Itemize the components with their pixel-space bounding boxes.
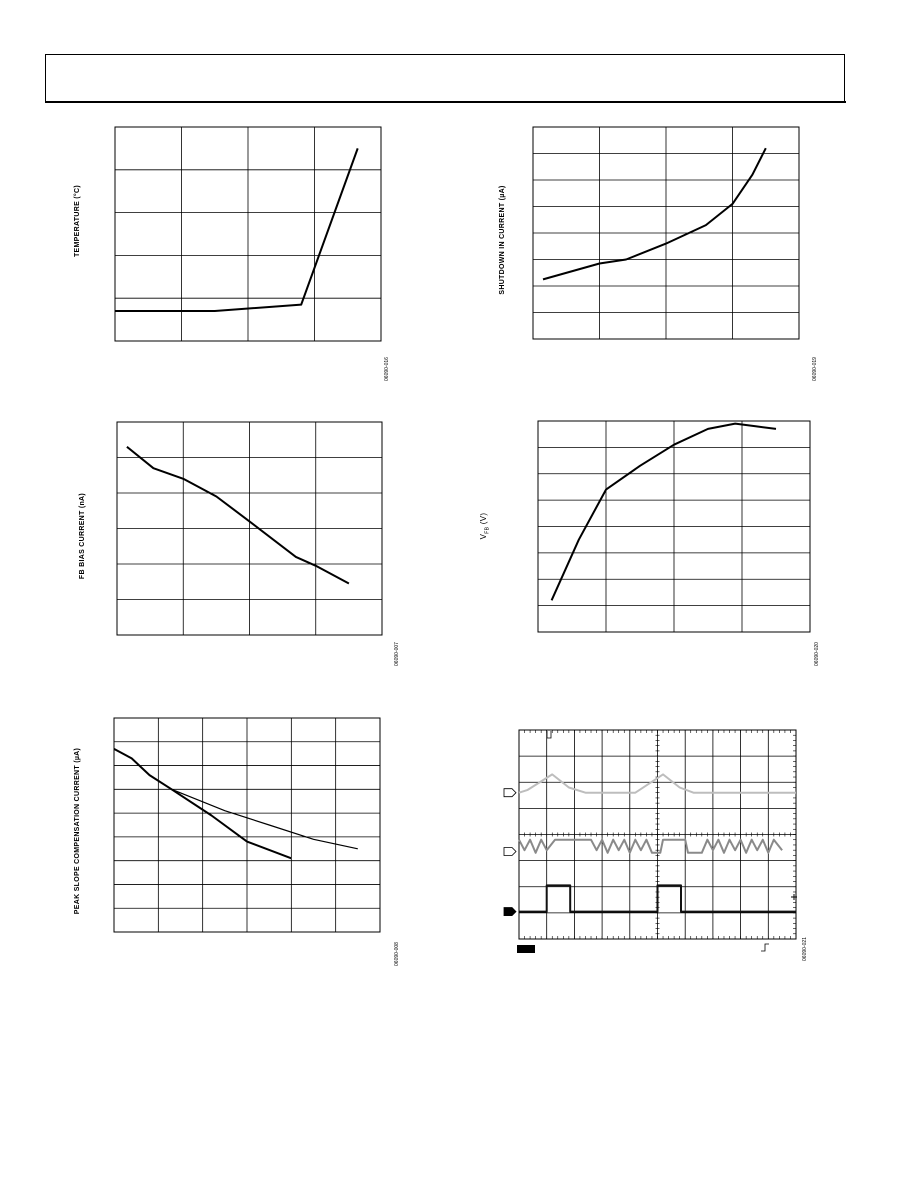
figure-id: 06090-021: [802, 937, 808, 961]
figure-id: 06090-016: [384, 357, 390, 381]
y-axis-label: TEMPERATURE (°C): [74, 184, 81, 258]
chart-plot: [495, 720, 835, 970]
figure-oscilloscope: [495, 720, 835, 970]
chart-plot: [60, 115, 420, 385]
series-line: [172, 789, 358, 849]
channel-marker: [504, 908, 516, 916]
y-axis-label: FB BIAS CURRENT (nA): [79, 492, 86, 580]
header-rule: [45, 101, 846, 103]
figure-id: 06090-007: [394, 642, 400, 666]
figure-id: 06090-019: [812, 357, 818, 381]
figure-id: 06090-020: [814, 642, 820, 666]
figure-fb-bias-current: [60, 410, 420, 680]
figure-peak-slope: [55, 705, 420, 975]
series-line: [519, 885, 796, 911]
page-header: [45, 54, 845, 102]
figure-vfb: [480, 410, 840, 680]
y-axis-label: $V_{FB}$ (V): [479, 512, 491, 540]
series-line: [115, 148, 358, 311]
channel-marker: [504, 789, 516, 797]
chart-plot: [60, 410, 420, 680]
trigger-edge-icon: [761, 944, 769, 951]
figure-id: 06090-008: [394, 942, 400, 966]
chart-plot: [480, 410, 840, 680]
figure-shutdown-current: [480, 115, 840, 385]
chart-plot: [55, 705, 420, 975]
figure-temperature: [60, 115, 420, 385]
y-axis-label: PEAK SLOPE COMPENSATION CURRENT (µA): [74, 747, 81, 915]
y-axis-label: SHUTDOWN IN CURRENT (µA): [499, 185, 506, 295]
channel-marker: [504, 847, 516, 855]
series-line: [519, 840, 782, 853]
chart-plot: [480, 115, 840, 385]
trigger-marker: [547, 731, 551, 738]
channel-indicator: [517, 945, 535, 953]
